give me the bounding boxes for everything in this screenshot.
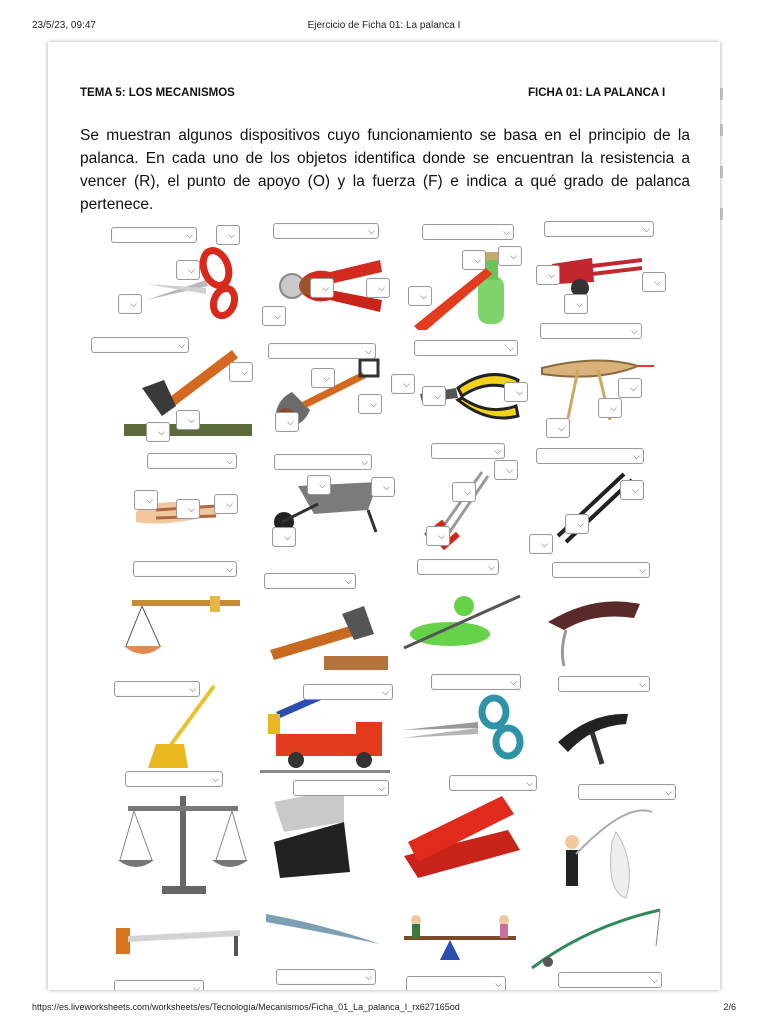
answer-select[interactable]	[529, 534, 553, 554]
answer-select[interactable]	[310, 278, 334, 298]
chevron-down-icon: ⌵	[548, 270, 555, 280]
chevron-down-icon: ⌵	[228, 230, 235, 240]
print-url: https://es.liveworksheets.com/worksheets/es/Tecnología/Mecanismos/Ficha_01_La_palanca_I_rx627165od	[32, 1002, 460, 1012]
answer-select[interactable]	[620, 480, 644, 500]
answer-select[interactable]	[578, 784, 676, 800]
answer-select[interactable]	[552, 562, 650, 578]
answer-select[interactable]	[303, 684, 393, 700]
answer-select[interactable]	[462, 250, 486, 270]
answer-select[interactable]	[618, 378, 642, 398]
chevron-down-icon: ⌵	[186, 230, 193, 240]
chevron-down-icon: ⌵	[420, 291, 427, 301]
answer-select[interactable]	[146, 422, 170, 442]
chevron-down-icon: ⌵	[488, 562, 495, 572]
chevron-down-icon: ⌵	[188, 415, 195, 425]
chevron-down-icon: ⌵	[189, 684, 196, 694]
chevron-down-icon: ⌵	[510, 677, 517, 687]
fishing-rod-image	[528, 906, 664, 976]
answer-select[interactable]	[358, 394, 382, 414]
blue-scissors-image	[398, 692, 528, 762]
chevron-down-icon: ⌵	[474, 255, 481, 265]
chevron-down-icon: ⌵	[577, 519, 584, 529]
answer-select[interactable]	[91, 337, 189, 353]
chevron-down-icon: ⌵	[370, 399, 377, 409]
answer-select[interactable]	[216, 225, 240, 245]
chevron-down-icon: ⌵	[654, 277, 661, 287]
answer-select[interactable]	[431, 674, 521, 690]
chevron-down-icon: ⌵	[383, 482, 390, 492]
answer-select[interactable]	[147, 453, 237, 469]
answer-select[interactable]	[371, 477, 395, 497]
answer-select[interactable]	[422, 224, 514, 240]
chevron-down-icon: ⌵	[541, 539, 548, 549]
chevron-down-icon: ⌵	[382, 687, 389, 697]
answer-select[interactable]	[558, 676, 650, 692]
chevron-down-icon: ⌵	[639, 565, 646, 575]
answer-select[interactable]	[176, 499, 200, 519]
chevron-down-icon: ⌵	[178, 340, 185, 350]
print-title: Ejercicio de Ficha 01: La palanca I	[307, 20, 461, 31]
chevron-down-icon: ⌵	[319, 480, 326, 490]
answer-select[interactable]	[417, 559, 499, 575]
answer-select[interactable]	[264, 573, 356, 589]
answer-select[interactable]	[118, 294, 142, 314]
barrier-gate-image	[108, 912, 248, 972]
nail-clipper-image	[552, 702, 632, 772]
chevron-down-icon: ⌵	[526, 778, 533, 788]
answer-select[interactable]	[536, 448, 644, 464]
chevron-down-icon: ⌵	[212, 774, 219, 784]
answer-select[interactable]	[452, 482, 476, 502]
kayak-paddle-image	[400, 588, 526, 658]
answer-select[interactable]	[176, 410, 200, 430]
answer-select[interactable]	[125, 771, 223, 787]
chevron-down-icon: ⌵	[495, 979, 502, 989]
print-page-number: 2/6	[723, 1002, 736, 1012]
print-header	[0, 0, 768, 42]
answer-select[interactable]	[414, 340, 518, 356]
chevron-down-icon: ⌵	[287, 417, 294, 427]
answer-select[interactable]	[229, 362, 253, 382]
chevron-down-icon: ⌵	[361, 457, 368, 467]
chevron-down-icon: ⌵	[630, 383, 637, 393]
corkscrew-image	[544, 590, 644, 670]
answer-select[interactable]	[274, 454, 372, 470]
answer-select[interactable]	[133, 561, 237, 577]
seesaw-image	[400, 906, 520, 966]
chevron-down-icon: ⌵	[188, 265, 195, 275]
print-date: 23/5/23, 09:47	[32, 20, 96, 31]
ficha-heading: FICHA 01: LA PALANCA I	[528, 87, 666, 99]
chevron-down-icon: ⌵	[576, 299, 583, 309]
answer-select[interactable]	[391, 374, 415, 394]
chevron-down-icon: ⌵	[516, 387, 523, 397]
staple-remover-image	[264, 782, 384, 882]
answer-select[interactable]	[449, 775, 537, 791]
answer-select[interactable]	[311, 368, 335, 388]
chevron-down-icon: ⌵	[631, 326, 638, 336]
worksheet-page	[48, 42, 720, 990]
answer-select[interactable]	[494, 460, 518, 480]
answer-select[interactable]	[564, 294, 588, 314]
chevron-down-icon: ⌵	[639, 679, 646, 689]
chevron-down-icon: ⌵	[365, 972, 372, 982]
chevron-down-icon: ⌵	[438, 531, 445, 541]
answer-select[interactable]	[546, 418, 570, 438]
chevron-down-icon: ⌵	[365, 346, 372, 356]
answer-select[interactable]	[275, 412, 299, 432]
answer-select[interactable]	[276, 969, 376, 985]
answer-select[interactable]	[544, 221, 654, 237]
chevron-down-icon: ⌵	[633, 451, 640, 461]
chevron-down-icon: ⌵	[403, 379, 410, 389]
stapler-image	[398, 786, 528, 886]
chevron-down-icon: ⌵	[284, 532, 291, 542]
answer-select[interactable]	[431, 443, 505, 459]
chevron-down-icon: ⌵	[323, 373, 330, 383]
chevron-down-icon: ⌵	[378, 283, 385, 293]
chevron-down-icon: ⌵	[632, 485, 639, 495]
answer-select[interactable]	[111, 227, 197, 243]
chevron-down-icon: ⌵	[345, 576, 352, 586]
chevron-down-icon: ⌵	[494, 446, 501, 456]
hammer-image	[264, 594, 394, 674]
chevron-down-icon: ⌵	[378, 783, 385, 793]
answer-select[interactable]	[114, 681, 200, 697]
steelyard-scale-image	[120, 590, 250, 670]
answer-select[interactable]	[422, 386, 446, 406]
answer-select[interactable]	[598, 398, 622, 418]
answer-select[interactable]	[134, 490, 158, 510]
answer-select[interactable]	[262, 306, 286, 326]
chevron-down-icon: ⌵	[274, 311, 281, 321]
chevron-down-icon: ⌵	[158, 427, 165, 437]
answer-select[interactable]	[366, 278, 390, 298]
chevron-down-icon: ⌵	[510, 251, 517, 261]
fishing-man-image	[556, 802, 656, 912]
chevron-down-icon: ⌵	[322, 283, 329, 293]
answer-select[interactable]	[504, 382, 528, 402]
instructions-text: Se muestran algunos dispositivos cuyo funcionamiento se basa en el principio de la palanca. En cada uno de los objetos identifica donde se encuentran la resistencia a vencer (R), el punto de apoyo (O) y la fuerza (F) e indica a qué grado de palanca pertenece.	[80, 127, 690, 213]
answer-select[interactable]	[273, 223, 379, 239]
chevron-down-icon: ⌵	[226, 499, 233, 509]
chevron-down-icon: ⌵	[368, 226, 375, 236]
scissors-image	[136, 242, 246, 322]
answer-select[interactable]	[565, 514, 589, 534]
answer-select[interactable]	[426, 526, 450, 546]
answer-select[interactable]	[176, 260, 200, 280]
chevron-down-icon: ⌵	[241, 367, 248, 377]
answer-select[interactable]	[536, 265, 560, 285]
chevron-down-icon: ⌵	[503, 227, 510, 237]
answer-select[interactable]	[642, 272, 666, 292]
answer-select[interactable]	[293, 780, 389, 796]
answer-select[interactable]	[307, 475, 331, 495]
tema-heading: TEMA 5: LOS MECANISMOS	[80, 87, 235, 99]
chevron-down-icon: ⌵	[434, 391, 441, 401]
chevron-down-icon: ⌵	[146, 495, 153, 505]
answer-select[interactable]	[540, 323, 642, 339]
answer-select[interactable]	[498, 246, 522, 266]
chevron-down-icon: ⌵	[643, 224, 650, 234]
answer-select[interactable]	[408, 286, 432, 306]
chevron-down-icon: ⌵	[464, 487, 471, 497]
balance-scale-image	[118, 790, 248, 900]
tweezers-image	[262, 908, 382, 958]
chevron-down-icon: ⌵	[226, 456, 233, 466]
chevron-down-icon: ⌵	[506, 465, 513, 475]
chevron-down-icon: ⌵	[130, 299, 137, 309]
print-footer	[0, 984, 768, 1024]
chevron-down-icon: ⌵	[193, 983, 200, 990]
answer-select[interactable]	[268, 343, 376, 359]
chevron-down-icon: ⌵	[610, 403, 617, 413]
answer-select[interactable]	[272, 527, 296, 547]
chevron-down-icon: ⌵	[226, 564, 233, 574]
answer-select[interactable]	[214, 494, 238, 514]
chevron-down-icon: ⌵	[665, 787, 672, 797]
chevron-down-icon: ⌵	[558, 423, 565, 433]
chevron-down-icon: ⌵	[651, 975, 658, 985]
chevron-down-icon: ⌵	[507, 343, 514, 353]
chevron-down-icon: ⌵	[188, 504, 195, 514]
